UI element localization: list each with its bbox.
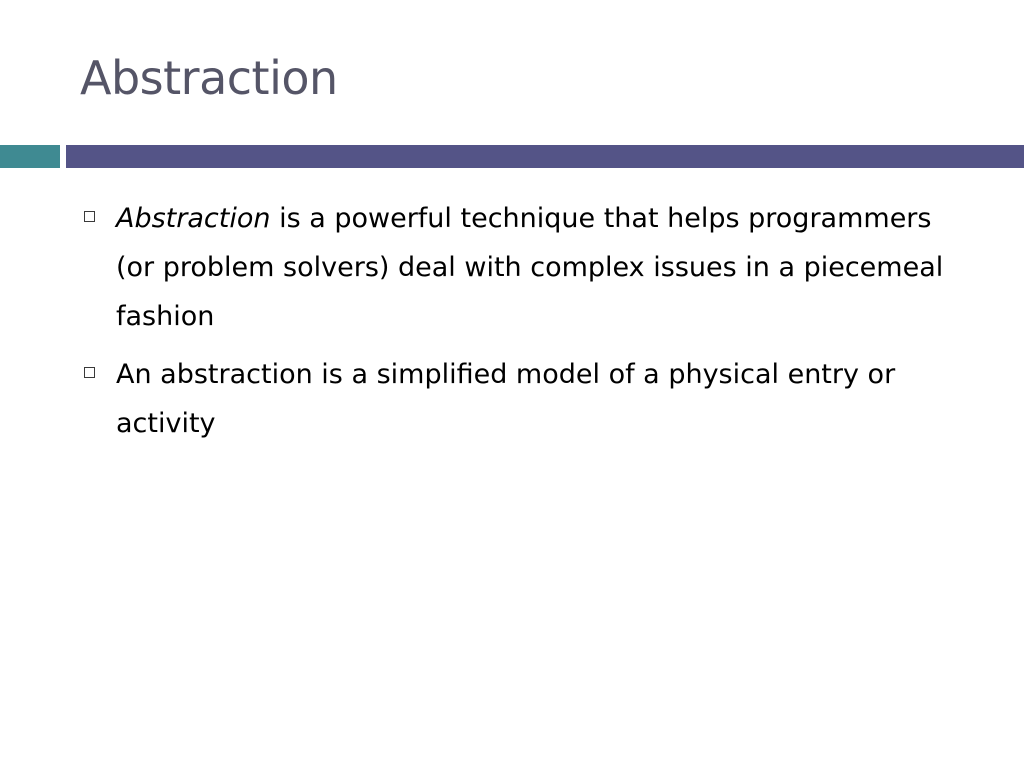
hollow-square-bullet-icon: [84, 211, 95, 222]
slide-title: Abstraction: [80, 51, 338, 105]
bullet-item: [84, 350, 964, 448]
bullet-emphasis: Abstraction: [116, 203, 271, 234]
bullet-text: An abstraction is a simplified model of a physical entry or activity: [116, 359, 896, 439]
title-accent-bar: [0, 145, 60, 168]
bullet-item: [84, 194, 964, 341]
bullet-text: is a powerful technique that helps programmers (or problem solvers) deal with complex issues in a piecemeal fashion: [116, 203, 944, 332]
hollow-square-bullet-icon: [84, 367, 95, 378]
bullet-list: [84, 194, 964, 457]
title-underline-bar: [66, 145, 1024, 168]
